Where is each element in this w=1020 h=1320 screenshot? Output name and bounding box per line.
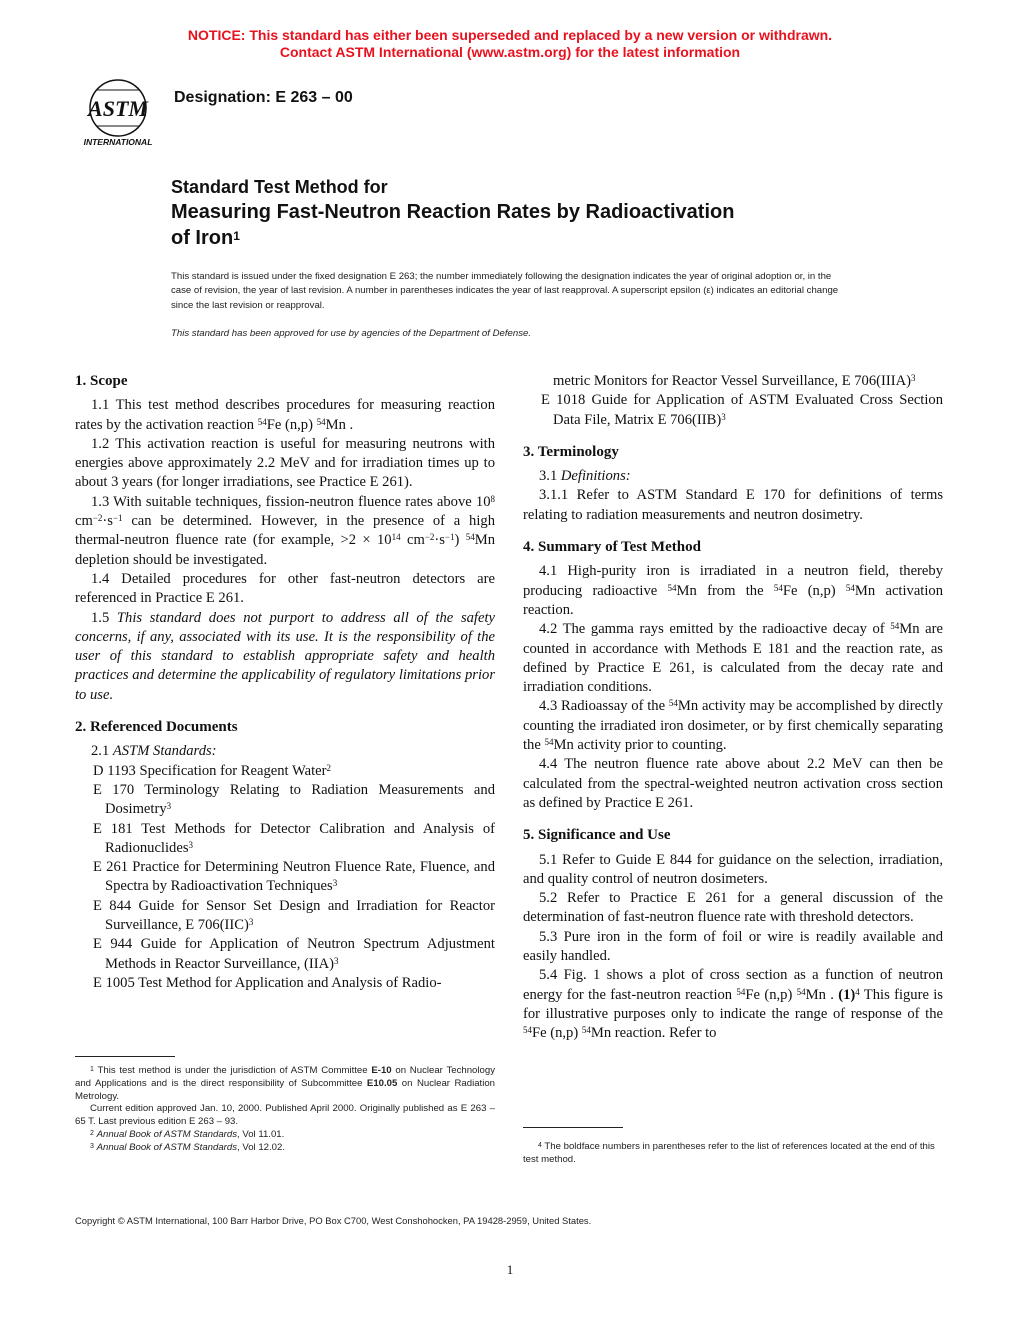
section-4-heading: 4. Summary of Test Method: [523, 539, 701, 556]
notice-line-2: Contact ASTM International (www.astm.org) for the latest information: [279, 44, 741, 60]
footnote-2: $^2$ Annual Book of ASTM Standards, Vol 11.01.: [90, 1128, 285, 1140]
right-column: [523, 372, 943, 1044]
footnote-1-edition: Current edition approved Jan. 10, 2000. Published April 2000. Originally published as E 263 – 65 T. Last previous edition E 263 – 93.: [75, 1103, 495, 1128]
ref-e1005: E 1005 Test Method for Application and Analysis of Radio-: [93, 974, 442, 991]
ref-e1005-cont: metric Monitors for Reactor Vessel Surveillance, E 706(IIIA)$^3$: [553, 373, 916, 389]
document-title: [171, 175, 931, 251]
title-line-2: Measuring Fast-Neutron Reaction Rates by Radioactivation: [171, 201, 735, 223]
section-2-heading: 2. Referenced Documents: [75, 719, 238, 736]
ref-e844: E 844 Guide for Sensor Set Design and Irradiation for Reactor Surveillance, E 706(IIC)$^3$: [93, 897, 495, 934]
para-5-1: 5.1 Refer to Guide E 844 for guidance on the selection, irradiation, and quality control of neutron dosimeters.: [523, 851, 943, 887]
title-line-3: [171, 225, 931, 251]
footnote-rule-left: [75, 1056, 175, 1057]
title-footnote-mark: 1: [233, 229, 240, 243]
ref-e261: E 261 Practice for Determining Neutron Fluence Rate, Fluence, and Spectra by Radioactivation Techniques$^3$: [93, 859, 495, 895]
footnote-4: $^4$ The boldface numbers in parentheses refer to the list of references located at the end of this test method.: [523, 1141, 935, 1165]
section-3-heading: 3. Terminology: [523, 443, 619, 460]
copyright: Copyright © ASTM International, 100 Barr Harbor Drive, PO Box C700, West Conshohocken, PA 19428-2959, United States.: [75, 1215, 592, 1226]
para-1-4: 1.4 Detailed procedures for other fast-neutron detectors are referenced in Practice E 261.: [75, 570, 495, 607]
astm-logo-international: INTERNATIONAL: [83, 137, 153, 147]
ref-d1193: D 1193 Specification for Reagent Water$^2$: [93, 762, 331, 779]
footnote-rule-right: [523, 1127, 623, 1128]
page-number: 1: [506, 1262, 514, 1277]
para-4-3: 4.3 Radioassay of the $^{54}$Mn activity may be accomplished by directly counting the irradiated iron dosimeter, or by first chemically separating the $^{54}$Mn activity prior to counting.: [523, 698, 944, 754]
designation: Designation: E 263 – 00: [174, 89, 353, 106]
para-1-1: 1.1 This test method describes procedures for measuring reaction rates by the activation reaction $^{54}$Fe (n,p) $^{54}$Mn .: [75, 397, 495, 433]
para-4-4: 4.4 The neutron fluence rate above about 2.2 MeV can then be calculated from the spectral-weighted neutron activation cross section as defined by Practice E 261.: [523, 756, 943, 811]
para-1-5: 1.5 This standard does not purport to address all of the safety concerns, if any, associated with its use. It is the responsibility of the user of this standard to establish appropriate safety and health practices and determine the applicability of regulatory limitations prior to use.: [75, 609, 495, 703]
left-column: [75, 372, 495, 993]
para-4-1: 4.1 High-purity iron is irradiated in a neutron field, thereby producing radioactive $^{54}$Mn from the $^{54}$Fe (n,p) $^{54}$Mn activation reaction.: [523, 563, 944, 618]
issued-statement: This standard is issued under the fixed designation E 263; the number immediately following the designation indicates the year of original adoption or, in the case of revision, the year of last revision. A number in parentheses indicates the year of last reapproval. A superscript epsilon (ε) indicates an editorial change since the last revision or reapproval.: [171, 271, 839, 311]
para-4-2: 4.2 The gamma rays emitted by the radioactive decay of $^{54}$Mn are counted in accordance with Methods E 181 and the reaction rate, as defined by Practice E 261, is calculated from the decay rate and irradiation conditions.: [523, 621, 943, 696]
para-3-1-1: 3.1.1 Refer to ASTM Standard E 170 for definitions of terms relating to radiation measurements and neutron dosimetry.: [523, 487, 943, 523]
para-2-1: 2.1 ASTM Standards:: [91, 743, 217, 760]
footnotes-left: [75, 1065, 495, 1155]
title-line-3-text: of Iron: [171, 227, 234, 249]
footnotes-right: [523, 1141, 943, 1167]
para-5-4: 5.4 Fig. 1 shows a plot of cross section as a function of neutron energy for the fast-neutron reaction $^{54}$Fe (n,p) $^{54}$Mn . $(1)^4$ This figure is for illustrative purposes only to indicate the range of response of the $^{54}$Fe (n,p) $^{54}$Mn reaction. Refer to: [523, 967, 943, 1042]
notice-banner: [0, 27, 1020, 61]
ref-e944: E 944 Guide for Application of Neutron Spectrum Adjustment Methods in Reactor Surveillance, (IIA)$^3$: [93, 936, 495, 972]
notice-line-1: NOTICE: This standard has either been superseded and replaced by a new version or withdrawn.: [187, 27, 833, 43]
footnote-3: $^3$ Annual Book of ASTM Standards, Vol 12.02.: [90, 1141, 286, 1153]
footnote-1: $^1$ This test method is under the jurisdiction of ASTM Committee E-10 on Nuclear Technology and Applications and is the direct responsibility of Subcommittee E10.05 on Nuclear Radiation Metrology.: [75, 1065, 496, 1102]
ref-e1018: E 1018 Guide for Application of ASTM Evaluated Cross Section Data File, Matrix E 706(IIB)$^3$: [541, 392, 943, 428]
astm-logo: [76, 76, 160, 148]
ref-e181: E 181 Test Methods for Detector Calibration and Analysis of Radionuclides$^3$: [93, 820, 495, 856]
section-5-heading: 5. Significance and Use: [523, 827, 671, 844]
para-1-2: 1.2 This activation reaction is useful for measuring neutrons with energies above approximately 2.2 MeV and for irradiation times up to about 3 years (for longer irradiations, see Practice E 261).: [75, 435, 495, 491]
para-3-1: 3.1 Definitions:: [539, 468, 631, 485]
approved-statement: This standard has been approved for use by agencies of the Department of Defense.: [171, 328, 531, 339]
section-1-heading: 1. Scope: [75, 373, 128, 389]
para-1-3: 1.3 With suitable techniques, fission-neutron fluence rates above $10^8$ $cm^{-2}\cdot s^{-1}$ can be determined. However, in the presence of a high thermal-neutron fluence rate (for example, $>2 \times 10^{14}$ $cm^{-2}\cdot s^{-1}$) $^{54}$Mn depletion should be investigated.: [75, 493, 495, 568]
para-5-3: 5.3 Pure iron in the form of foil or wire is readily available and easily handled.: [523, 928, 943, 965]
astm-logo-letters: ASTM: [88, 96, 148, 121]
para-5-2: 5.2 Refer to Practice E 261 for a general discussion of the determination of fast-neutron fluence rate with threshold detectors.: [523, 890, 943, 926]
ref-e170: E 170 Terminology Relating to Radiation Measurements and Dosimetry$^3$: [93, 781, 495, 818]
title-line-1: Standard Test Method for: [171, 177, 388, 197]
